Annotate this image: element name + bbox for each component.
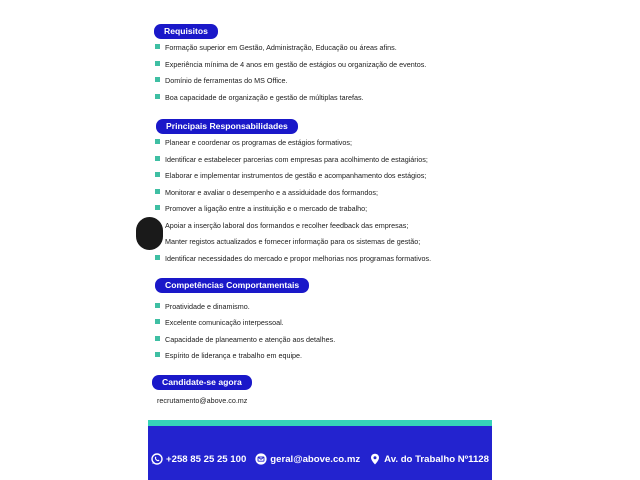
footer-contact-row (151, 452, 491, 466)
competencias-heading: Competências Comportamentais (155, 278, 309, 293)
responsabilidades-item: Monitorar e avaliar o desempenho e a assiduidade dos formandos; (155, 188, 378, 198)
competencias-item: Capacidade de planeamento e atenção aos detalhes. (155, 335, 335, 345)
bullet-square-icon (155, 94, 160, 99)
responsabilidades-item: Planear e coordenar os programas de estágios formativos; (155, 138, 352, 148)
page-side-tab[interactable] (136, 217, 163, 250)
responsabilidades-item: Identificar necessidades do mercado e propor melhorias nos programas formativos. (155, 254, 431, 264)
competencias-item: Excelente comunicação interpessoal. (155, 318, 284, 328)
footer-accent-stripe (148, 420, 492, 426)
bullet-square-icon (155, 189, 160, 194)
responsabilidades-item: Identificar e estabelecer parcerias com empresas para acolhimento de estagiários; (155, 155, 428, 165)
responsabilidades-item: Apoiar a inserção laboral dos formandos e recolher feedback das empresas; (155, 221, 408, 231)
bullet-square-icon (155, 156, 160, 161)
responsabilidades-item: Promover a ligação entre a instituição e o mercado de trabalho; (155, 204, 367, 214)
recruitment-email[interactable]: recrutamento@above.co.mz (157, 396, 248, 405)
bullet-square-icon (155, 61, 160, 66)
contact-footer (148, 420, 492, 480)
responsabilidades-item: Manter registos actualizados e fornecer informação para os sistemas de gestão; (155, 237, 420, 247)
bullet-square-icon (155, 255, 160, 260)
job-posting-document (148, 0, 492, 480)
footer-email[interactable]: geral@above.co.mz (255, 453, 360, 465)
bullet-square-icon (155, 172, 160, 177)
bullet-square-icon (155, 44, 160, 49)
requisitos-item: Domínio de ferramentas do MS Office. (155, 76, 288, 86)
competencias-item: Proatividade e dinamismo. (155, 302, 250, 312)
requisitos-heading: Requisitos (154, 24, 218, 39)
footer-address[interactable]: Av. do Trabalho Nº1128 (369, 453, 489, 465)
requisitos-item: Boa capacidade de organização e gestão de múltiplas tarefas. (155, 93, 364, 103)
candidatura-heading: Candidate-se agora (152, 375, 252, 390)
bullet-square-icon (155, 139, 160, 144)
bullet-square-icon (155, 77, 160, 82)
mail-icon (255, 453, 267, 465)
bullet-square-icon (155, 303, 160, 308)
bullet-square-icon (155, 205, 160, 210)
competencias-item: Espírito de liderança e trabalho em equipe. (155, 351, 302, 361)
responsabilidades-heading: Principais Responsabilidades (156, 119, 298, 134)
whatsapp-icon (151, 453, 163, 465)
requisitos-item: Experiência mínima de 4 anos em gestão de estágios ou organização de eventos. (155, 60, 426, 70)
bullet-square-icon (155, 336, 160, 341)
responsabilidades-item: Elaborar e implementar instrumentos de gestão e acompanhamento dos estágios; (155, 171, 426, 181)
bullet-square-icon (155, 352, 160, 357)
bullet-square-icon (155, 319, 160, 324)
footer-phone[interactable]: +258 85 25 25 100 (151, 453, 246, 465)
requisitos-item: Formação superior em Gestão, Administração, Educação ou áreas afins. (155, 43, 397, 53)
location-pin-icon (369, 453, 381, 465)
